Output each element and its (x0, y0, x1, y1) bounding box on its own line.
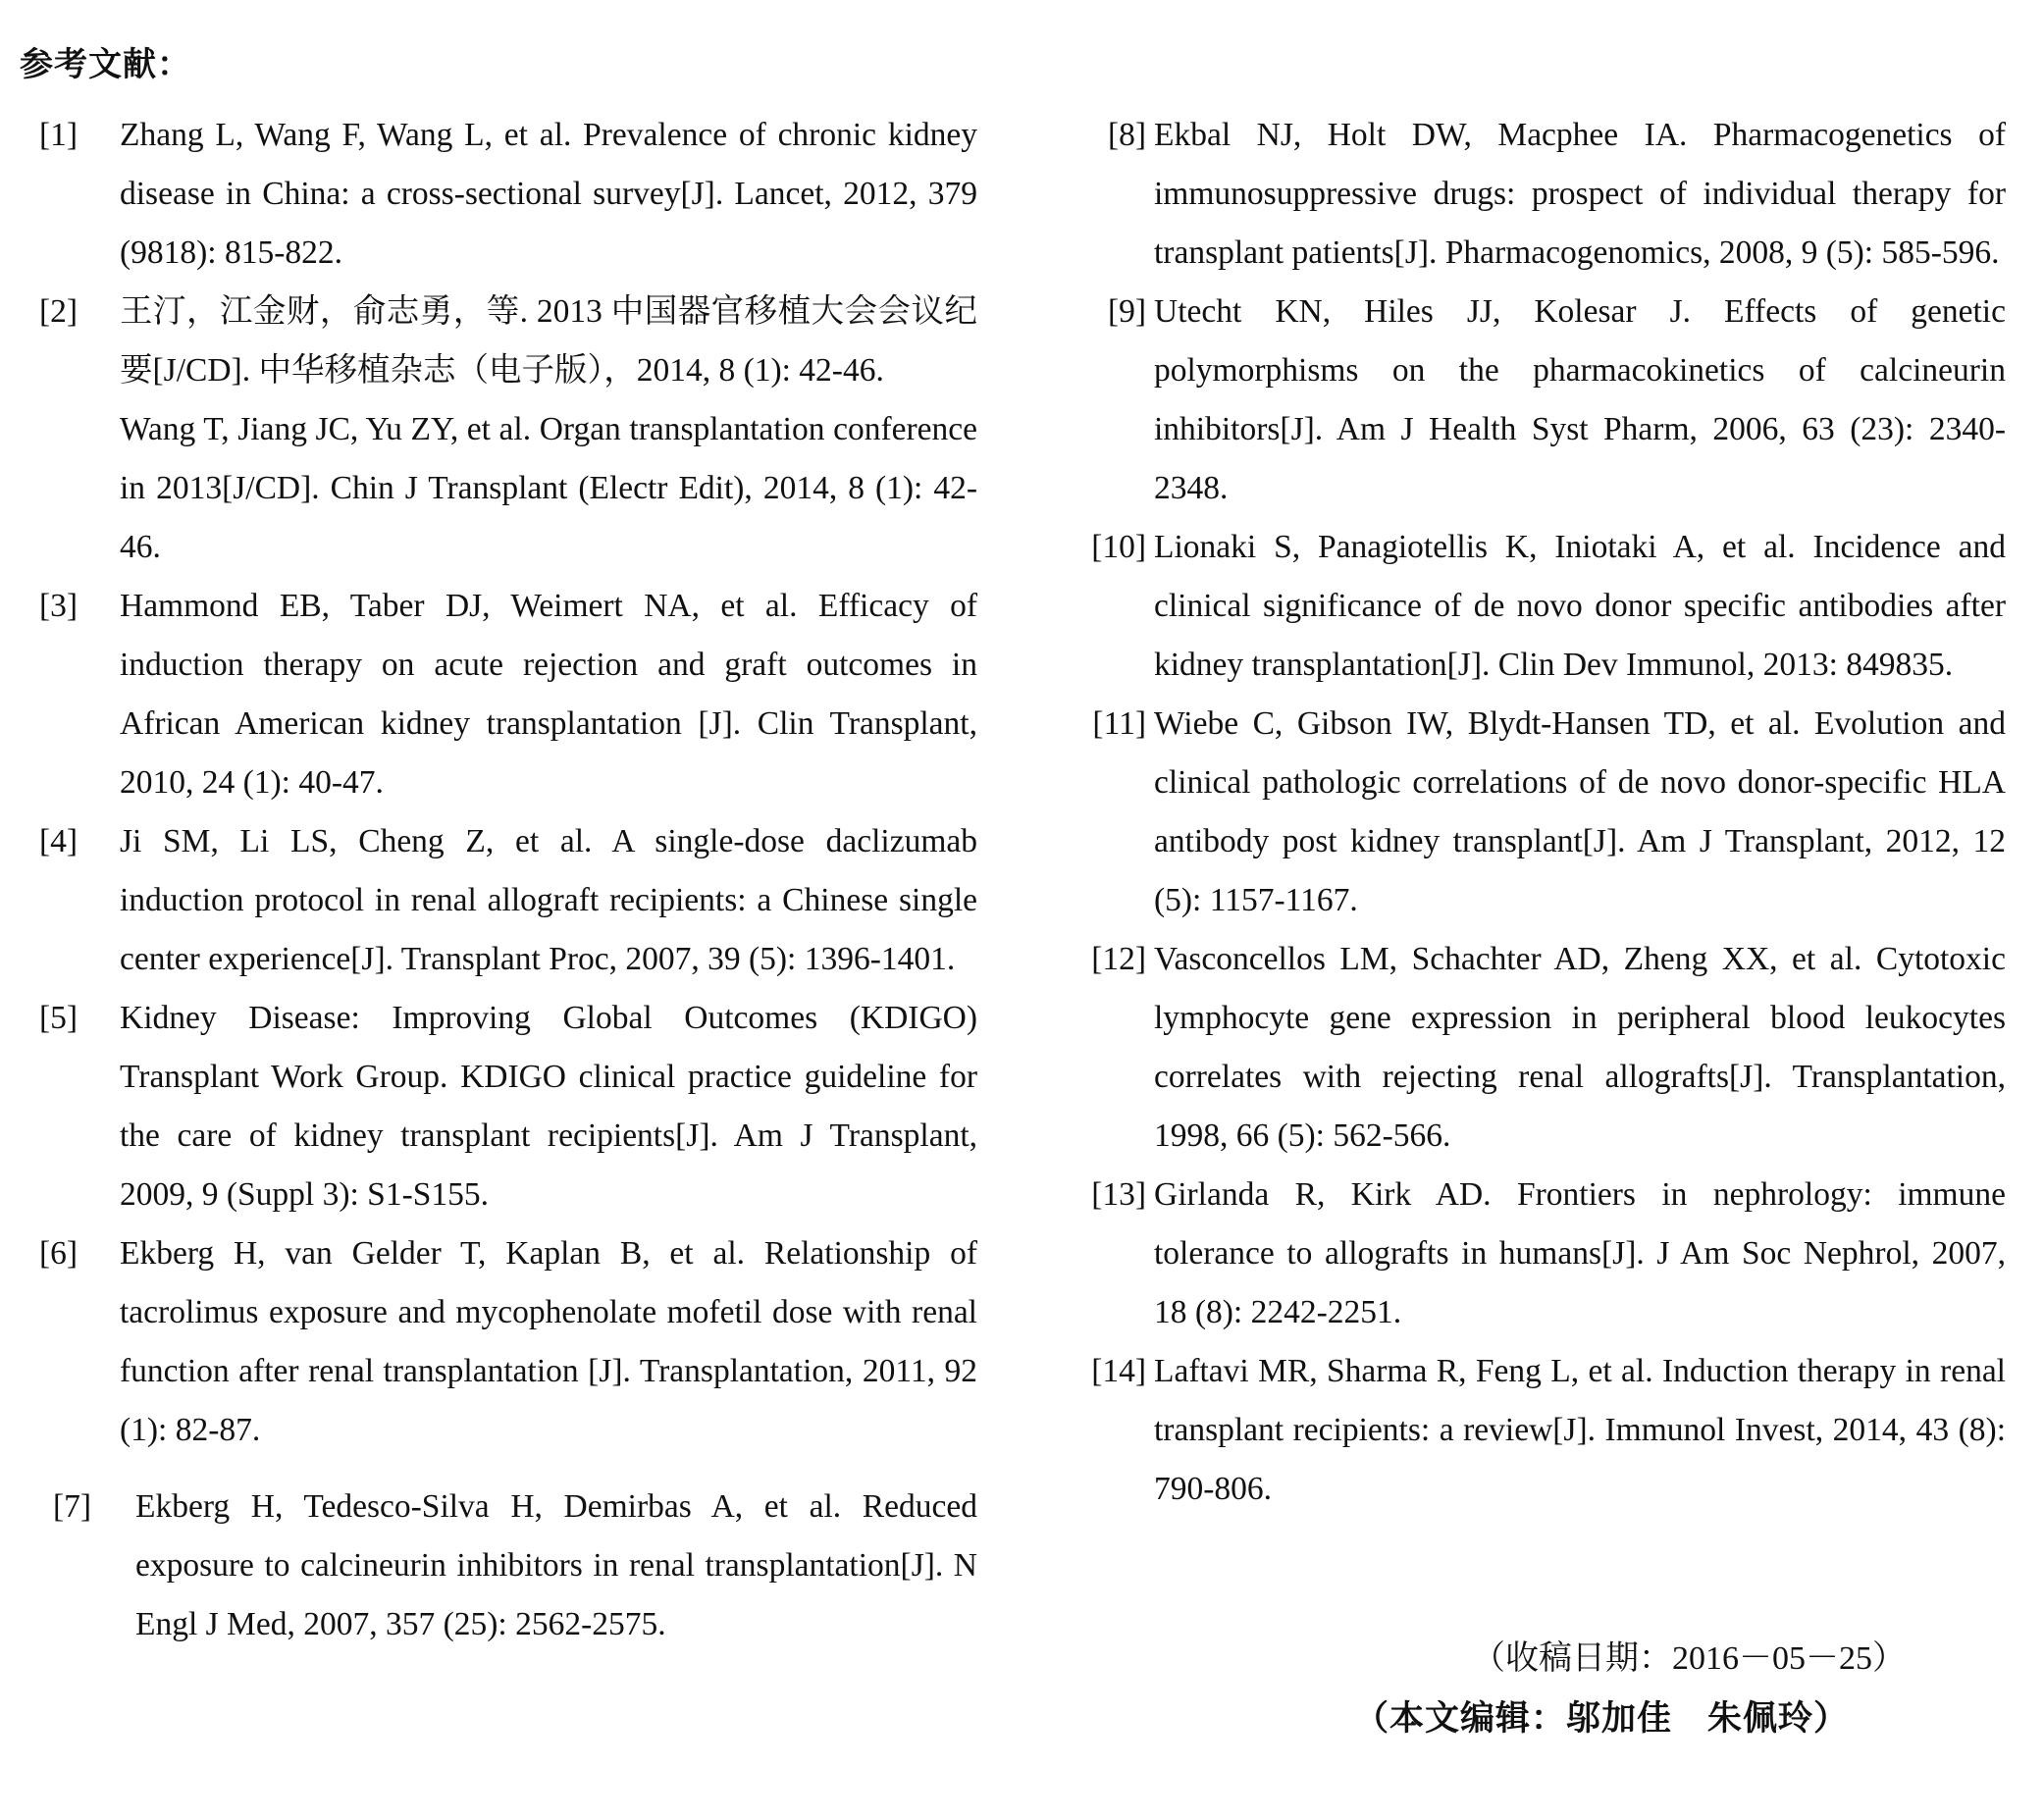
reference-english-translation: Wang T, Jiang JC, Yu ZY, et al. Organ transplantation conference in 2013[J/CD]. Chin J Transplant (Electr Edit), 2014, 8 (1): 42-46. (120, 411, 977, 565)
reference-number: [3] (39, 588, 79, 624)
reference-text: Lionaki S, Panagiotellis K, Iniotaki A, et al. Incidence and clinical significance of de novo donor specific antibodies after kidney transplantation[J]. Clin Dev Immunol, 2013: 849835. (1154, 529, 2006, 683)
references-column-left (39, 106, 977, 1654)
reference-text: 王汀，江金财，俞志勇，等. 2013 中国器官移植大会会议纪要[J/CD]. 中华移植杂志（电子版），2014, 8 (1): 42-46. (120, 293, 977, 389)
reference-number: [14] (1091, 1353, 1146, 1389)
reference-text: Girlanda R, Kirk AD. Frontiers in nephrology: immune tolerance to allografts in humans[J]. J Am Soc Nephrol, 2007, 18 (8): 2242-2251. (1154, 1176, 2006, 1330)
editor-credit: （本文编辑：邬加佳 朱佩玲） (1354, 1699, 1850, 1739)
reference-text: Ekberg H, Tedesco-Silva H, Demirbas A, et al. Reduced exposure to calcineurin inhibitors in renal transplantation[J]. N Engl J Med, 2007, 357 (25): 2562-2575. (135, 1488, 977, 1642)
reference-number: [10] (1091, 529, 1146, 565)
reference-text: Utecht KN, Hiles JJ, Kolesar J. Effects of genetic polymorphisms on the pharmacokinetics of calcineurin inhibitors[J]. Am J Health Syst Pharm, 2006, 63 (23): 2340-2348. (1154, 293, 2006, 506)
reference-number: [6] (39, 1235, 79, 1272)
reference-item (1056, 1342, 2006, 1519)
references-column-right (1056, 106, 2006, 1519)
reference-item (39, 812, 977, 989)
reference-number: [9] (1107, 293, 1146, 330)
reference-item (1056, 695, 2006, 930)
reference-number: [2] (39, 293, 79, 330)
reference-item (1056, 518, 2006, 695)
reference-number: [1] (39, 117, 79, 153)
reference-text: Laftavi MR, Sharma R, Feng L, et al. Induction therapy in renal transplant recipients: a review[J]. Immunol Invest, 2014, 43 (8): 790-806. (1154, 1353, 2006, 1507)
reference-item (39, 577, 977, 812)
reference-item (1056, 1166, 2006, 1342)
reference-item (39, 989, 977, 1224)
reference-item (39, 1478, 977, 1654)
received-date: （收稿日期：2016－05－25） (1472, 1640, 1906, 1677)
reference-number: [13] (1091, 1176, 1146, 1213)
reference-number: [11] (1092, 705, 1146, 742)
reference-text: Wiebe C, Gibson IW, Blydt-Hansen TD, et al. Evolution and clinical pathologic correlations of de novo donor-specific HLA antibody post kidney transplant[J]. Am J Transplant, 2012, 12 (5): 1157-1167. (1154, 705, 2006, 918)
reference-item (1056, 283, 2006, 518)
reference-text: Ekbal NJ, Holt DW, Macphee IA. Pharmacogenetics of immunosuppressive drugs: prospect of individual therapy for transplant patients[J]. Pharmacogenomics, 2008, 9 (5): 585-596. (1154, 117, 2006, 271)
references-heading: 参考文献： (20, 45, 191, 84)
reference-text: Kidney Disease: Improving Global Outcomes (KDIGO) Transplant Work Group. KDIGO clinical practice guideline for the care of kidney transplant recipients[J]. Am J Transplant, 2009, 9 (Suppl 3): S1-S155. (120, 1000, 977, 1213)
reference-item (39, 283, 977, 577)
reference-number: [8] (1107, 117, 1146, 153)
reference-number: [12] (1091, 941, 1146, 977)
reference-item (1056, 930, 2006, 1166)
reference-item (1056, 106, 2006, 283)
reference-item (39, 1224, 977, 1460)
reference-item (39, 106, 977, 283)
reference-number: [4] (39, 823, 79, 859)
reference-text: Vasconcellos LM, Schachter AD, Zheng XX, et al. Cytotoxic lymphocyte gene expression in peripheral blood leukocytes correlates with rejecting renal allografts[J]. Transplantation, 1998, 66 (5): 562-566. (1154, 941, 2006, 1154)
reference-text: Ekberg H, van Gelder T, Kaplan B, et al. Relationship of tacrolimus exposure and mycophenolate mofetil dose with renal function after renal transplantation [J]. Transplantation, 2011, 92 (1): 82-87. (120, 1235, 977, 1448)
reference-number: [7] (53, 1488, 92, 1525)
reference-text: Zhang L, Wang F, Wang L, et al. Prevalence of chronic kidney disease in China: a cross-sectional survey[J]. Lancet, 2012, 379 (9818): 815-822. (120, 117, 977, 271)
reference-text: Hammond EB, Taber DJ, Weimert NA, et al. Efficacy of induction therapy on acute rejection and graft outcomes in African American kidney transplantation [J]. Clin Transplant, 2010, 24 (1): 40-47. (120, 588, 977, 801)
reference-number: [5] (39, 1000, 79, 1036)
reference-text: Ji SM, Li LS, Cheng Z, et al. A single-dose daclizumab induction protocol in renal allograft recipients: a Chinese single center experience[J]. Transplant Proc, 2007, 39 (5): 1396-1401. (120, 823, 977, 977)
